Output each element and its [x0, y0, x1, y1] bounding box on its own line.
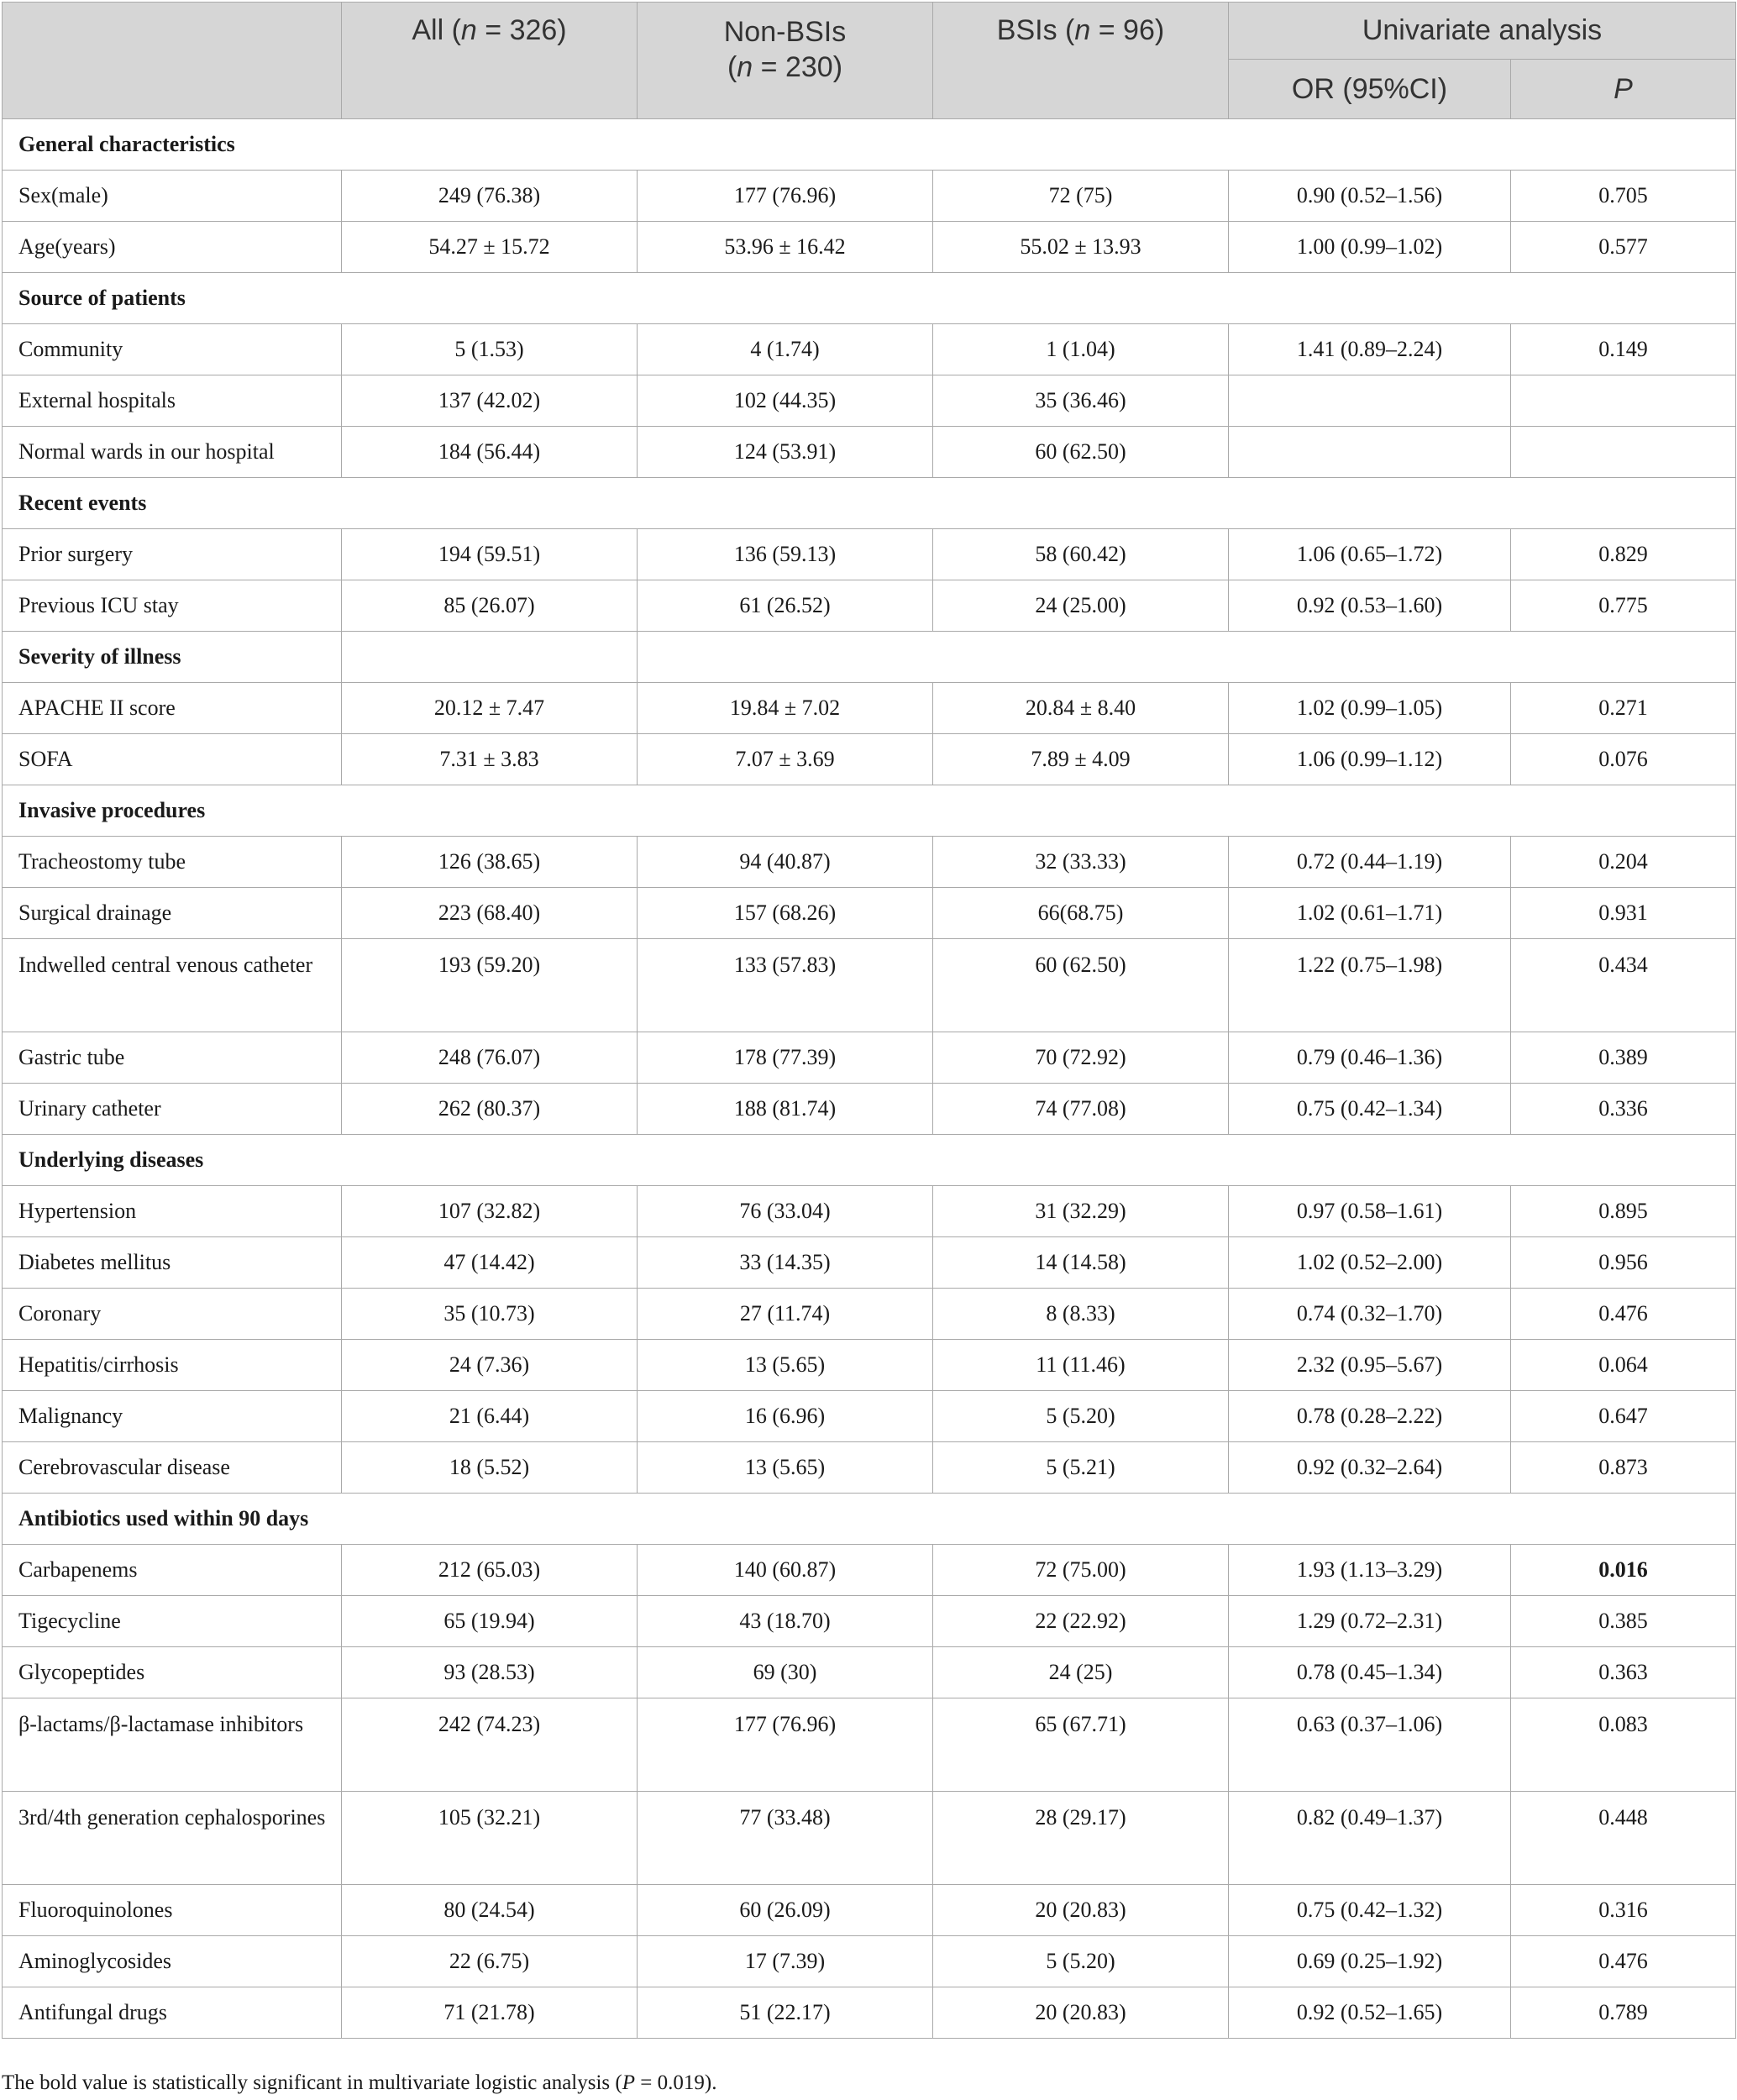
non-bsis-cell: 102 (44.35): [638, 375, 933, 427]
row-label: Antifungal drugs: [3, 1987, 342, 2039]
or-ci-cell: 0.75 (0.42–1.32): [1229, 1885, 1511, 1936]
or-ci-cell: 0.72 (0.44–1.19): [1229, 837, 1511, 888]
or-ci-cell: 1.06 (0.65–1.72): [1229, 529, 1511, 580]
all-cell: 24 (7.36): [342, 1340, 638, 1391]
all-cell: 184 (56.44): [342, 427, 638, 478]
bsis-cell: 24 (25.00): [933, 580, 1229, 632]
table-row: [3, 1596, 1736, 1647]
table-row: [3, 1442, 1736, 1494]
p-value-cell: 0.016: [1511, 1545, 1736, 1596]
non-bsis-cell: 17 (7.39): [638, 1936, 933, 1987]
p-value-cell: 0.316: [1511, 1885, 1736, 1936]
all-cell: 223 (68.40): [342, 888, 638, 939]
section-row: [3, 273, 1736, 324]
table-row: [3, 324, 1736, 375]
bsis-cell: 35 (36.46): [933, 375, 1229, 427]
section-title: Antibiotics used within 90 days: [3, 1494, 1736, 1545]
p-value-cell: 0.271: [1511, 683, 1736, 734]
bsis-cell: 32 (33.33): [933, 837, 1229, 888]
p-value-cell: 0.389: [1511, 1032, 1736, 1084]
table-row: [3, 1084, 1736, 1135]
or-ci-cell: 0.92 (0.53–1.60): [1229, 580, 1511, 632]
table-row: [3, 1391, 1736, 1442]
or-ci-cell: 1.22 (0.75–1.98): [1229, 939, 1511, 1032]
section-row: [3, 1494, 1736, 1545]
or-ci-cell: 0.82 (0.49–1.37): [1229, 1792, 1511, 1885]
header-p: P: [1511, 60, 1736, 119]
bsis-cell: 70 (72.92): [933, 1032, 1229, 1084]
p-value-cell: 0.083: [1511, 1698, 1736, 1792]
row-label: Carbapenems: [3, 1545, 342, 1596]
row-label: Normal wards in our hospital: [3, 427, 342, 478]
table-row: [3, 888, 1736, 939]
row-label: Tigecycline: [3, 1596, 342, 1647]
non-bsis-cell: 157 (68.26): [638, 888, 933, 939]
table-row: [3, 1340, 1736, 1391]
or-ci-cell: 1.93 (1.13–3.29): [1229, 1545, 1511, 1596]
bsis-cell: 20 (20.83): [933, 1885, 1229, 1936]
all-cell: 35 (10.73): [342, 1289, 638, 1340]
bsis-cell: 55.02 ± 13.93: [933, 222, 1229, 273]
or-ci-cell: 0.78 (0.45–1.34): [1229, 1647, 1511, 1698]
all-cell: 194 (59.51): [342, 529, 638, 580]
p-value-cell: 0.204: [1511, 837, 1736, 888]
section-title: Invasive procedures: [3, 785, 1736, 837]
bsis-cell: 5 (5.20): [933, 1936, 1229, 1987]
bsis-cell: 1 (1.04): [933, 324, 1229, 375]
non-bsis-cell: 27 (11.74): [638, 1289, 933, 1340]
row-label: Age(years): [3, 222, 342, 273]
row-label: Sex(male): [3, 171, 342, 222]
row-label: Hepatitis/cirrhosis: [3, 1340, 342, 1391]
all-cell: 93 (28.53): [342, 1647, 638, 1698]
table-row: [3, 939, 1736, 1032]
non-bsis-cell: 60 (26.09): [638, 1885, 933, 1936]
all-cell: 22 (6.75): [342, 1936, 638, 1987]
all-cell: 248 (76.07): [342, 1032, 638, 1084]
non-bsis-cell: 177 (76.96): [638, 171, 933, 222]
table-body: [3, 119, 1736, 2039]
section-spacer: [342, 632, 638, 683]
non-bsis-cell: 77 (33.48): [638, 1792, 933, 1885]
p-value-cell: 0.829: [1511, 529, 1736, 580]
non-bsis-cell: 19.84 ± 7.02: [638, 683, 933, 734]
p-value-cell: 0.434: [1511, 939, 1736, 1032]
table-row: [3, 1237, 1736, 1289]
bsis-cell: 5 (5.20): [933, 1391, 1229, 1442]
table-header: [3, 3, 1736, 119]
or-ci-cell: 1.00 (0.99–1.02): [1229, 222, 1511, 273]
non-bsis-cell: 43 (18.70): [638, 1596, 933, 1647]
non-bsis-cell: 177 (76.96): [638, 1698, 933, 1792]
table-row: [3, 837, 1736, 888]
row-label: Previous ICU stay: [3, 580, 342, 632]
row-label: Cerebrovascular disease: [3, 1442, 342, 1494]
or-ci-cell: 0.63 (0.37–1.06): [1229, 1698, 1511, 1792]
p-value-cell: [1511, 375, 1736, 427]
footnote: The bold value is statistically significant in multivariate logistic analysis (P = 0.019).: [2, 2071, 717, 2094]
bsis-cell: 5 (5.21): [933, 1442, 1229, 1494]
row-label: APACHE II score: [3, 683, 342, 734]
p-value-cell: 0.385: [1511, 1596, 1736, 1647]
section-row: [3, 785, 1736, 837]
table-row: [3, 427, 1736, 478]
non-bsis-cell: 124 (53.91): [638, 427, 933, 478]
header-non-bsis: Non-BSIs (n = 230): [638, 3, 933, 119]
table-row: [3, 1545, 1736, 1596]
bsis-cell: 20.84 ± 8.40: [933, 683, 1229, 734]
row-label: Tracheostomy tube: [3, 837, 342, 888]
non-bsis-cell: 136 (59.13): [638, 529, 933, 580]
section-row: [3, 119, 1736, 171]
table-row: [3, 222, 1736, 273]
non-bsis-cell: 61 (26.52): [638, 580, 933, 632]
table-row: [3, 1647, 1736, 1698]
section-title: General characteristics: [3, 119, 1736, 171]
bsis-cell: 66(68.75): [933, 888, 1229, 939]
p-value-cell: 0.476: [1511, 1289, 1736, 1340]
section-title: Recent events: [3, 478, 1736, 529]
all-cell: 249 (76.38): [342, 171, 638, 222]
bsis-cell: 20 (20.83): [933, 1987, 1229, 2039]
non-bsis-cell: 94 (40.87): [638, 837, 933, 888]
table-row: [3, 375, 1736, 427]
bsis-cell: 8 (8.33): [933, 1289, 1229, 1340]
or-ci-cell: 0.78 (0.28–2.22): [1229, 1391, 1511, 1442]
row-label: Surgical drainage: [3, 888, 342, 939]
bsis-cell: 22 (22.92): [933, 1596, 1229, 1647]
table-row: [3, 1936, 1736, 1987]
row-label: Prior surgery: [3, 529, 342, 580]
all-cell: 262 (80.37): [342, 1084, 638, 1135]
results-table: [2, 2, 1736, 2039]
bsis-cell: 11 (11.46): [933, 1340, 1229, 1391]
p-value-cell: 0.931: [1511, 888, 1736, 939]
row-label: Aminoglycosides: [3, 1936, 342, 1987]
or-ci-cell: 0.97 (0.58–1.61): [1229, 1186, 1511, 1237]
non-bsis-cell: 69 (30): [638, 1647, 933, 1698]
all-cell: 193 (59.20): [342, 939, 638, 1032]
or-ci-cell: 0.69 (0.25–1.92): [1229, 1936, 1511, 1987]
or-ci-cell: 1.02 (0.99–1.05): [1229, 683, 1511, 734]
bsis-cell: 60 (62.50): [933, 427, 1229, 478]
p-value-cell: 0.895: [1511, 1186, 1736, 1237]
or-ci-cell: 1.02 (0.52–2.00): [1229, 1237, 1511, 1289]
or-ci-cell: [1229, 375, 1511, 427]
row-label: Fluoroquinolones: [3, 1885, 342, 1936]
row-label: Coronary: [3, 1289, 342, 1340]
section-title: Underlying diseases: [3, 1135, 1736, 1186]
section-row: [3, 1135, 1736, 1186]
bsis-cell: 60 (62.50): [933, 939, 1229, 1032]
all-cell: 137 (42.02): [342, 375, 638, 427]
all-cell: 71 (21.78): [342, 1987, 638, 2039]
p-value-cell: 0.064: [1511, 1340, 1736, 1391]
table-row: [3, 580, 1736, 632]
all-cell: 85 (26.07): [342, 580, 638, 632]
p-value-cell: 0.789: [1511, 1987, 1736, 2039]
non-bsis-cell: 33 (14.35): [638, 1237, 933, 1289]
bsis-cell: 58 (60.42): [933, 529, 1229, 580]
all-cell: 107 (32.82): [342, 1186, 638, 1237]
table-row: [3, 529, 1736, 580]
row-label: Urinary catheter: [3, 1084, 342, 1135]
non-bsis-cell: 13 (5.65): [638, 1340, 933, 1391]
all-cell: 5 (1.53): [342, 324, 638, 375]
all-cell: 212 (65.03): [342, 1545, 638, 1596]
section-title: Severity of illness: [3, 632, 342, 683]
p-value-cell: [1511, 427, 1736, 478]
bsis-cell: 28 (29.17): [933, 1792, 1229, 1885]
table-row: [3, 171, 1736, 222]
row-label: Diabetes mellitus: [3, 1237, 342, 1289]
all-cell: 21 (6.44): [342, 1391, 638, 1442]
p-value-cell: 0.577: [1511, 222, 1736, 273]
or-ci-cell: 0.75 (0.42–1.34): [1229, 1084, 1511, 1135]
table-row: [3, 1289, 1736, 1340]
or-ci-cell: 0.92 (0.32–2.64): [1229, 1442, 1511, 1494]
section-row: [3, 478, 1736, 529]
non-bsis-cell: 140 (60.87): [638, 1545, 933, 1596]
p-value-cell: 0.076: [1511, 734, 1736, 785]
non-bsis-cell: 51 (22.17): [638, 1987, 933, 2039]
non-bsis-cell: 133 (57.83): [638, 939, 933, 1032]
table-row: [3, 683, 1736, 734]
header-blank: [3, 3, 342, 119]
or-ci-cell: 0.74 (0.32–1.70): [1229, 1289, 1511, 1340]
all-cell: 47 (14.42): [342, 1237, 638, 1289]
p-value-cell: 0.873: [1511, 1442, 1736, 1494]
row-label: Hypertension: [3, 1186, 342, 1237]
or-ci-cell: 1.29 (0.72–2.31): [1229, 1596, 1511, 1647]
header-univariate: Univariate analysis: [1229, 3, 1736, 60]
header-or-ci: OR (95%CI): [1229, 60, 1511, 119]
all-cell: 105 (32.21): [342, 1792, 638, 1885]
non-bsis-cell: 178 (77.39): [638, 1032, 933, 1084]
section-title: Source of patients: [3, 273, 1736, 324]
bsis-cell: 7.89 ± 4.09: [933, 734, 1229, 785]
non-bsis-cell: 53.96 ± 16.42: [638, 222, 933, 273]
table-row: [3, 1885, 1736, 1936]
non-bsis-cell: 13 (5.65): [638, 1442, 933, 1494]
all-cell: 242 (74.23): [342, 1698, 638, 1792]
p-value-cell: 0.647: [1511, 1391, 1736, 1442]
or-ci-cell: 1.06 (0.99–1.12): [1229, 734, 1511, 785]
p-value-cell: 0.775: [1511, 580, 1736, 632]
non-bsis-cell: 7.07 ± 3.69: [638, 734, 933, 785]
table-row: [3, 1032, 1736, 1084]
table-row: [3, 734, 1736, 785]
row-label: β-lactams/β-lactamase inhibitors: [3, 1698, 342, 1792]
header-bsis: BSIs (n = 96): [933, 3, 1229, 119]
row-label: Malignancy: [3, 1391, 342, 1442]
header-all: All (n = 326): [342, 3, 638, 119]
p-value-cell: 0.149: [1511, 324, 1736, 375]
table-row: [3, 1792, 1736, 1885]
p-value-cell: 0.363: [1511, 1647, 1736, 1698]
non-bsis-cell: 188 (81.74): [638, 1084, 933, 1135]
table-row: [3, 1698, 1736, 1792]
all-cell: 65 (19.94): [342, 1596, 638, 1647]
non-bsis-cell: 76 (33.04): [638, 1186, 933, 1237]
all-cell: 126 (38.65): [342, 837, 638, 888]
p-value-cell: 0.705: [1511, 171, 1736, 222]
or-ci-cell: 2.32 (0.95–5.67): [1229, 1340, 1511, 1391]
row-label: Glycopeptides: [3, 1647, 342, 1698]
or-ci-cell: [1229, 427, 1511, 478]
row-label: Community: [3, 324, 342, 375]
bsis-cell: 72 (75): [933, 171, 1229, 222]
all-cell: 20.12 ± 7.47: [342, 683, 638, 734]
row-label: SOFA: [3, 734, 342, 785]
row-label: Indwelled central venous catheter: [3, 939, 342, 1032]
or-ci-cell: 0.90 (0.52–1.56): [1229, 171, 1511, 222]
bsis-cell: 65 (67.71): [933, 1698, 1229, 1792]
p-value-cell: 0.336: [1511, 1084, 1736, 1135]
table-row: [3, 1186, 1736, 1237]
bsis-cell: 14 (14.58): [933, 1237, 1229, 1289]
non-bsis-cell: 4 (1.74): [638, 324, 933, 375]
all-cell: 7.31 ± 3.83: [342, 734, 638, 785]
p-value-cell: 0.476: [1511, 1936, 1736, 1987]
row-label: Gastric tube: [3, 1032, 342, 1084]
or-ci-cell: 0.92 (0.52–1.65): [1229, 1987, 1511, 2039]
p-value-cell: 0.956: [1511, 1237, 1736, 1289]
bsis-cell: 24 (25): [933, 1647, 1229, 1698]
bsis-cell: 72 (75.00): [933, 1545, 1229, 1596]
p-value-cell: 0.448: [1511, 1792, 1736, 1885]
or-ci-cell: 1.41 (0.89–2.24): [1229, 324, 1511, 375]
or-ci-cell: 0.79 (0.46–1.36): [1229, 1032, 1511, 1084]
non-bsis-cell: 16 (6.96): [638, 1391, 933, 1442]
or-ci-cell: 1.02 (0.61–1.71): [1229, 888, 1511, 939]
section-spacer: [638, 632, 1736, 683]
bsis-cell: 74 (77.08): [933, 1084, 1229, 1135]
all-cell: 80 (24.54): [342, 1885, 638, 1936]
bsis-cell: 31 (32.29): [933, 1186, 1229, 1237]
all-cell: 18 (5.52): [342, 1442, 638, 1494]
table-row: [3, 1987, 1736, 2039]
all-cell: 54.27 ± 15.72: [342, 222, 638, 273]
row-label: External hospitals: [3, 375, 342, 427]
row-label: 3rd/4th generation cephalosporines: [3, 1792, 342, 1885]
section-row: [3, 632, 1736, 683]
